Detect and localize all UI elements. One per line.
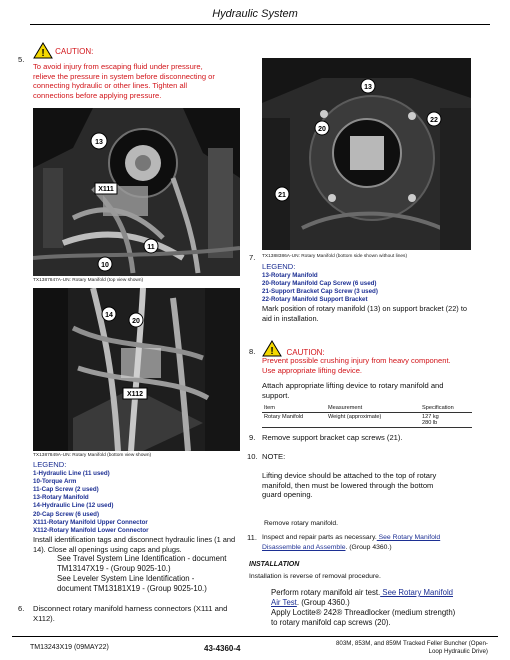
legend-title: LEGEND: — [262, 262, 296, 271]
step-10-text: Remove rotary manifold. — [264, 520, 339, 527]
rotary-manifold-air-test-link[interactable]: See Rotary Manifold — [380, 588, 454, 597]
callout-14: 14 — [105, 312, 113, 319]
legend-item: 1-Hydraulic Line (11 used) — [33, 469, 110, 477]
step-number: 8. — [249, 347, 256, 356]
legend-block — [33, 460, 248, 554]
legend-item: 13-Rotary Manifold — [262, 271, 318, 279]
step-11-text: Inspect and repair parts as necessary. See Rotary Manifold Disassemble and Assemble. (Group 4360.) — [262, 534, 441, 551]
caution-label: CAUTION: — [286, 348, 325, 358]
instruction-text: Install identification tags and disconnect hydraulic lines (1 and 14). Close all openings using caps and plugs. — [33, 535, 236, 554]
spec-header: Item — [264, 405, 275, 411]
footer-doc-id: TM13243X19 (09MAY22) — [30, 644, 109, 651]
legend-item: 22-Rotary Manifold Support Bracket — [262, 296, 368, 304]
legend-item: 21-Support Bracket Cap Screw (3 used) — [262, 288, 378, 295]
callout-20: 20 — [318, 126, 326, 133]
svg-text:!: ! — [41, 48, 45, 59]
legend-item: 20-Rotary Manifold Cap Screw (6 used) — [262, 279, 377, 287]
callout-x112: X112 — [127, 391, 143, 398]
legend-item: 10-Torque Arm — [33, 477, 77, 485]
caution-label: CAUTION: — [55, 46, 94, 56]
footer-rule — [12, 636, 498, 637]
step-number: 6. — [18, 604, 25, 613]
note-label: NOTE: — [262, 452, 286, 461]
figure-caption: TX1387849A-UN: Rotary Manifold (bottom view shown) — [33, 453, 152, 458]
installation-steps: Perform rotary manifold air test. See Rotary Manifold Air Test. (Group 4360.) Apply Loctite® 242® Threadlocker (medium strength) to rotary manifold cap screws (20). — [271, 588, 456, 627]
caution-text: Prevent possible crushing injury from heavy component. Use appropriate lifting device. — [262, 356, 451, 375]
rotary-manifold-disassemble-link[interactable]: See Rotary Manifold — [376, 534, 441, 541]
rotary-manifold-bottom-side-photo — [262, 58, 471, 250]
step-number: 7. — [249, 253, 256, 262]
step-6-text: Disconnect rotary manifold harness connectors (X111 and X112). — [33, 604, 228, 623]
header-rule — [30, 24, 490, 25]
legend-item: 11-Cap Screw (2 used) — [33, 486, 99, 493]
installation-heading: INSTALLATION — [249, 561, 300, 568]
figure-caption: TX1387847A-UN: Rotary Manifold (top view shown) — [33, 278, 144, 283]
callout-10: 10 — [101, 262, 109, 269]
legend-block — [262, 262, 477, 323]
specification-table — [262, 404, 472, 428]
rotary-manifold-disassemble-link[interactable]: Disassemble and Assemble — [262, 543, 346, 551]
callout-13: 13 — [95, 139, 103, 146]
reference-travel: See Travel System Line Identification - document TM13147X19 - (Group 9025-10.) — [57, 554, 227, 573]
callout-13: 13 — [364, 84, 372, 91]
figure-caption: TX1388386A-UN: Rotary Manifold (bottom side shown without lines) — [262, 254, 408, 259]
rotary-manifold-top-view-photo — [33, 108, 240, 276]
spec-cell: Weight (approximate) — [328, 414, 382, 420]
svg-text:!: ! — [270, 346, 274, 357]
legend-item: 14-Hydraulic Line (12 used) — [33, 502, 114, 510]
legend-item: 13-Rotary Manifold — [33, 494, 89, 502]
spec-cell: Rotary Manifold — [264, 414, 304, 420]
callout-20: 20 — [132, 318, 140, 325]
callout-11: 11 — [147, 244, 155, 251]
step-8-text: Attach appropriate lifting device to rotary manifold and support. — [262, 381, 444, 400]
step-number: 11. — [247, 533, 257, 542]
spec-header: Measurement — [328, 405, 363, 411]
legend-item: X111-Rotary Manifold Upper Connector — [33, 518, 148, 526]
callout-x111: X111 — [98, 186, 114, 193]
step-number: 9. — [249, 433, 256, 442]
step-7-text: Mark position of rotary manifold (13) on support bracket (22) to aid in installation. — [262, 304, 467, 323]
legend-title: LEGEND: — [33, 460, 67, 469]
rotary-manifold-bottom-view-photo — [33, 288, 240, 451]
warning-triangle-icon — [33, 42, 53, 62]
legend-item: X112-Rotary Manifold Lower Connector — [33, 527, 149, 535]
page-header: Hydraulic System — [212, 8, 298, 20]
step-number: 5. — [18, 55, 25, 64]
legend-item: 20-Cap Screw (6 used) — [33, 510, 100, 518]
step-9-text: Remove support bracket cap screws (21). — [262, 433, 403, 442]
note-text: Lifting device should be attached to the top of rotary manifold, then must be lowered through the bottom guard opening. — [262, 471, 437, 500]
installation-text: Installation is reverse of removal procedure. — [249, 573, 381, 580]
footer-page-number: 43-4360-4 — [204, 644, 241, 653]
footer-machine-title: 803M, 853M, and 859M Tracked Feller Buncher (Open- Loop Hydraulic Drive) — [335, 640, 488, 655]
spec-cell: 127 kg 280 lb — [422, 414, 439, 426]
callout-21: 21 — [278, 192, 286, 199]
spec-header: Specification — [422, 405, 454, 411]
caution-text: To avoid injury from escaping fluid under pressure, relieve the pressure in system before disconnecting or connecting hydraulic or other lines. Tighten all connections before applying pressure. — [33, 62, 215, 100]
step-number: 10. — [247, 452, 258, 461]
reference-leveler: See Leveler System Line Identification - document TM13181X19 - (Group 9025-10.) — [57, 574, 207, 593]
rotary-manifold-air-test-link[interactable]: Air Test — [271, 598, 297, 607]
callout-22: 22 — [430, 117, 438, 124]
caution-block — [33, 42, 243, 62]
